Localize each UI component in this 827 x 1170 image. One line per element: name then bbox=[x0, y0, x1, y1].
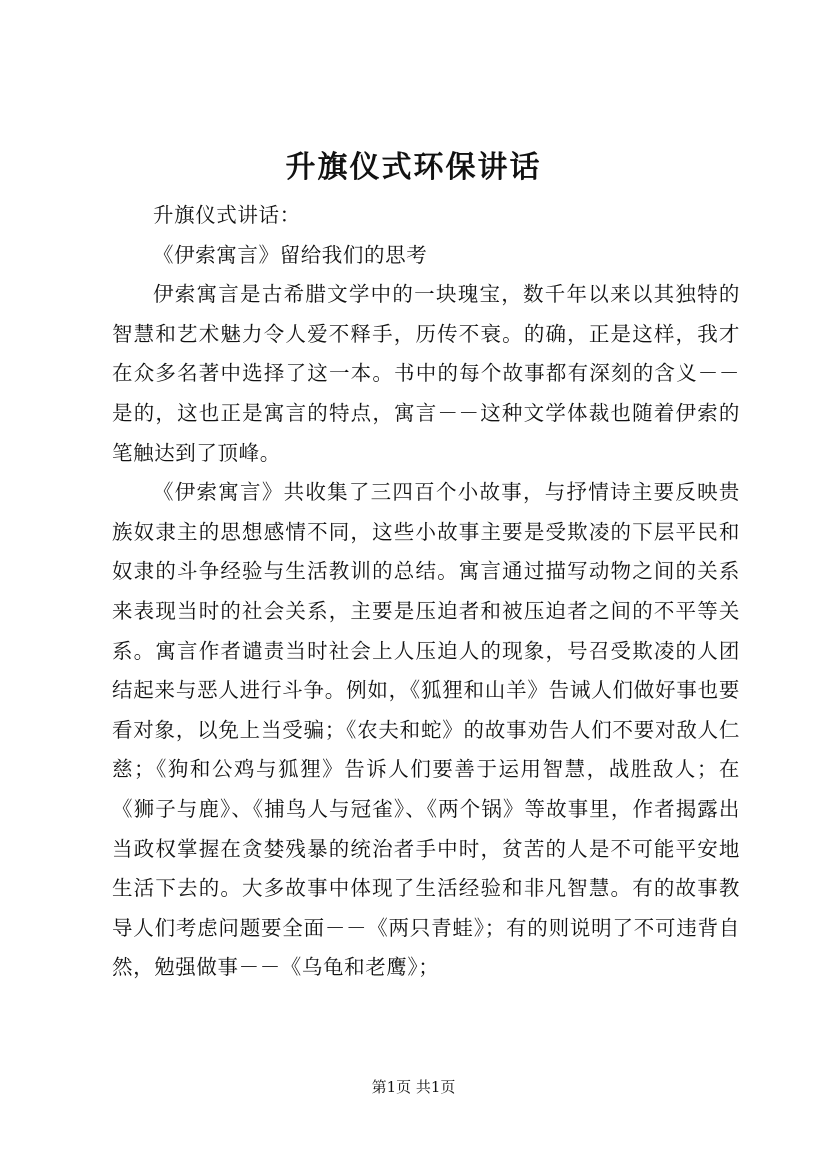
paragraph-aesop-overview: 伊索寓言是古希腊文学中的一块瑰宝，数千年以来以其独特的智慧和艺术魅力令人爱不释手，历传不衰。的确，正是这样，我才在众多名著中选择了这一本。书中的每个故事都有深刻的含义－－是的，这也正是寓言的特点，寓言－－这种文学体裁也随着伊索的笔触达到了顶峰。 bbox=[112, 282, 740, 465]
paragraph-intro: 升旗仪式讲话： bbox=[153, 203, 301, 227]
page-footer: 第1页 共1页 bbox=[371, 1078, 456, 1096]
document-title: 升旗仪式环保讲话 bbox=[285, 150, 542, 185]
paragraph-aesop-content: 《伊索寓言》共收集了三四百个小故事，与抒情诗主要反映贵族奴隶主的思想感情不同，这些小故事主要是受欺凌的下层平民和奴隶的斗争经验与生活教训的总结。寓言通过描写动物之间的关系来表现当时的社会关系，主要是压迫者和被压迫者之间的不平等关系。寓言作者谴责当时社会上人压迫人的现象，号召受欺凌的人团结起来与恶人进行斗争。例如，《狐狸和山羊》告诫人们做好事也要看对象，以免上当受骗；《农夫和蛇》的故事劝告人们不要对敌人仁慈；《狗和公鸡与狐狸》告诉人们要善于运用智慧，战胜敌人；在《狮子与鹿》、《捕鸟人与冠雀》、《两个锅》等故事里，作者揭露出当政权掌握在贪婪残暴的统治者手中时，贫苦的人是不可能平安地生活下去的。大多故事中体现了生活经验和非凡智慧。有的故事教导人们考虑问题要全面－－《两只青蛙》；有的则说明了不可违背自然，勉强做事－－《乌龟和老鹰》； bbox=[112, 480, 740, 980]
paragraph-subtitle: 《伊索寓言》留给我们的思考 bbox=[153, 242, 428, 267]
document-body bbox=[112, 196, 740, 988]
